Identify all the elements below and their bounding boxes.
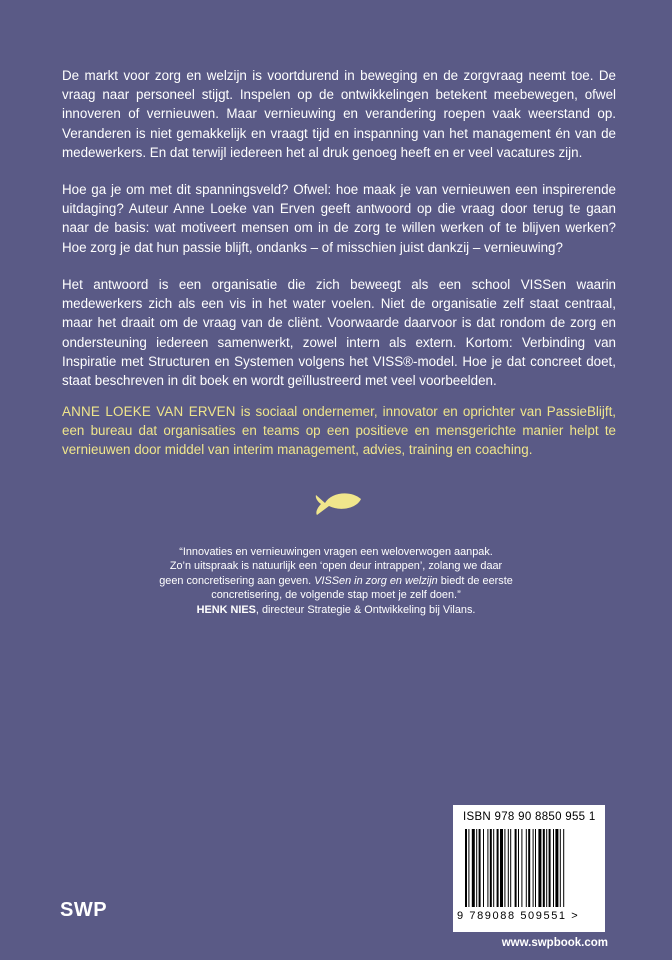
quote-line-1: “Innovaties en vernieuwingen vragen een weloverwogen aanpak. [179,546,493,558]
isbn-barcode-box [453,805,605,932]
quote-line-2: Zo’n uitspraak is natuurlijk een ‘open deur intrappen’, zolang we daar [169,560,503,573]
author-bio-text: is sociaal ondernemer, innovator en oprichter van PassieBlijft, een bureau dat organisaties en teams op een positieve en mensgerichte manier helpt te vernieuwen door middel van interim management, advies, training en coaching. [62,404,617,458]
quote-line-3-text: geen concretisering aan geven. [159,574,315,587]
isbn-number: ISBN 978 90 8850 955 1 [463,811,596,823]
attribution-role: , directeur Strategie & Ontwikkeling bij Vilans. [255,603,476,616]
fish-icon [311,488,363,518]
blurb-paragraph-1: De markt voor zorg en welzijn is voortdurend in beweging en de zorgvraag neemt toe. De vraag naar personeel stijgt. Inspelen op de ontwikkelingen betekent meebewegen, ofwel innoveren of vernieuwen. Maar vernieuwing en verandering roepen vaak weerstand op. Veranderen is niet gemakkelijk en vraagt tijd en inspanning van het management én van de medewerkers. En dat terwijl iedereen het al druk genoeg heeft en er veel vacatures zijn. [62,68,616,160]
author-bio [62,402,616,460]
quote-book-title: VISSen in zorg en welzijn [314,574,438,587]
barcode [465,829,593,907]
blurb-paragraph-2: Hoe ga je om met dit spanningsveld? Ofwel: hoe maak je van vernieuwen een inspirerende uitdaging? Auteur Anne Loeke van Erven geeft antwoord op die vraag door terug te gaan naar de basis: wat motiveert mensen om in de zorg te willen werken of te blijven werken? Hoe zorg je dat hun passie blijft, ondanks – of misschien juist dankzij – vernieuwing? [62,182,616,255]
attribution-name: HENK NIES [196,603,256,616]
barcode-digits: 9 789088 509551 > [457,910,580,922]
quote-line-3-end: biedt de eerste [437,574,513,587]
quote-line-4: concretisering, de volgende stap moet je zelf doen.” [211,589,461,602]
quote-line-3 [150,574,522,588]
endorsement-quote [150,545,522,617]
author-name: ANNE LOEKE VAN ERVEN [62,404,236,419]
publisher-website: www.swpbook.com [501,937,608,949]
blurb-paragraph-3: Het antwoord is een organisatie die zich beweegt als een school VISSen waarin medewerkers zich als een vis in het water voelen. Niet de organisatie zelf staat centraal, maar het draait om de vraag van de cliënt. Voorwaarde daarvoor is dat rondom de zorg en ondersteuning iedereen samenwerkt, zowel intern als extern. Kortom: Verbinding van Inspiratie met Structuren en Systemen volgens het VISS®-model. Hoe je dat concreet doet, staat beschreven in dit boek en wordt geïllustreerd met veel voorbeelden. [62,277,616,389]
quote-attribution [150,603,522,617]
publisher-logo: SWP [60,899,108,921]
